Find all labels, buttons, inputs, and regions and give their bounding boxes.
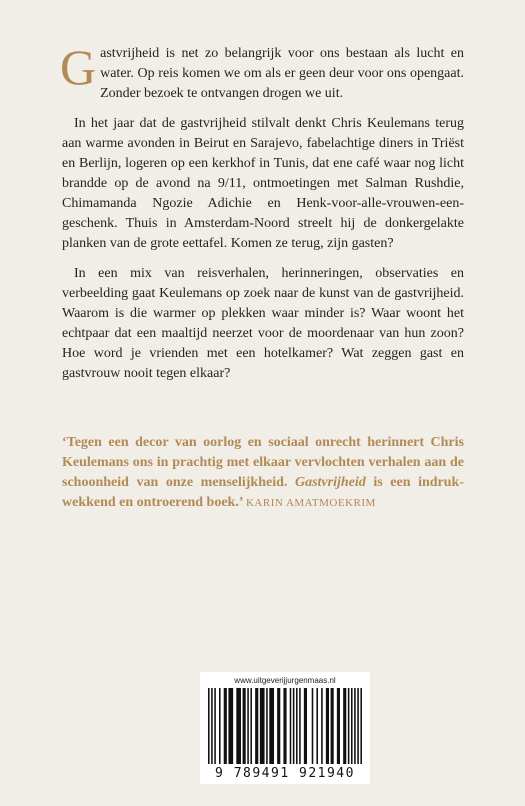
quote-book-title: Gastvrijheid (294, 475, 366, 490)
barcode-bar (269, 688, 274, 764)
review-quote (62, 433, 464, 513)
barcode-bar (290, 688, 292, 764)
barcode-bar (260, 688, 265, 764)
barcode-bar (354, 688, 356, 764)
barcode-bar (351, 688, 353, 764)
barcode-bar (224, 688, 227, 764)
barcode-bar (283, 688, 286, 764)
barcode-bar (236, 688, 241, 764)
barcode-bars (206, 688, 364, 766)
barcode-bar (321, 688, 323, 764)
barcode-bar (208, 688, 210, 764)
barcode-bar (357, 688, 359, 764)
barcode-bar (247, 688, 249, 764)
barcode-bar (211, 688, 213, 764)
barcode-bar (214, 688, 216, 764)
barcode-bar (304, 688, 307, 764)
barcode-bar (255, 688, 258, 764)
barcode-bar (228, 688, 233, 764)
barcode-bar (277, 688, 280, 764)
barcode-bar (219, 688, 221, 764)
barcode-bar (293, 688, 295, 764)
barcode-bar (266, 688, 268, 764)
blurb-paragraph-3: In een mix van reisverhalen, herinneringen, observaties en verbeelding gaat Keulemans op zoek naar de kunst van de gastvrijheid. Waarom is die warmer op plekken waar minder is? Waar woont het echtpaar dat een maaltijd neerzet voor de moordenaar van hun zoon? Hoe word je vrienden met een hotelkamer? Wat zeggen gast en gastvrouw nooit tegen elkaar? (62, 266, 464, 381)
drop-cap: G (60, 39, 97, 95)
isbn-number: 9 789491 921940 (215, 766, 355, 781)
barcode-bar (326, 688, 329, 764)
barcode-bar (299, 688, 301, 764)
barcode-bar (312, 688, 314, 764)
barcode-bar (296, 688, 298, 764)
blurb-paragraph-2: In het jaar dat de gastvrijheid stilvalt denkt Chris Keulemans terug aan warme avonden in Beirut en Sarajevo, fabelachtige diners in Triëst en Berlijn, logeren op een kerkhof in Tunis, dat ene café waar nog licht brandde op de avond na 9/11, ontmoetingen met Salman Rushdie, Chimamanda Ngozie Adichie en Henk-voor-alle-vrouwen-een-geschenk. Thuis in Amsterdam-Noord streelt hij de donkergelakte planken van de grote eettafel. Komen ze terug, zijn gasten? (62, 116, 464, 251)
barcode-bar (343, 688, 346, 764)
quote-attribution: KARIN AMATMOEKRIM (245, 497, 376, 509)
quote-part-1: ‘Tegen een decor van oorlog en sociaal onrecht herinnert Chris Keulemans ons in prachtig met elkaar vervlochten verhalen aan de schoonheid van onze menselijkheid. (62, 435, 464, 490)
publisher-url: www.uitgeverijjurgenmaas.nl (234, 676, 336, 685)
barcode-bar (316, 688, 318, 764)
blurb-paragraph-1 (60, 39, 464, 104)
barcode-bar (331, 688, 334, 764)
barcode-bar (348, 688, 350, 764)
barcode-bar (337, 688, 340, 764)
barcode-box (200, 672, 370, 784)
barcode-bar (360, 688, 362, 764)
quote-part-2: is een indrukwekkend en ontroerend boek.’ (62, 475, 464, 510)
barcode-bar (250, 688, 252, 764)
barcode-bar (243, 688, 246, 764)
blurb-paragraph-1-text: astvrijheid is net zo belangrijk voor ons bestaan als lucht en water. Op reis komen we om als er geen deur voor ons opengaat. Zonder bezoek te ontvangen drogen we uit. (100, 46, 464, 101)
blurb-text (60, 39, 464, 394)
